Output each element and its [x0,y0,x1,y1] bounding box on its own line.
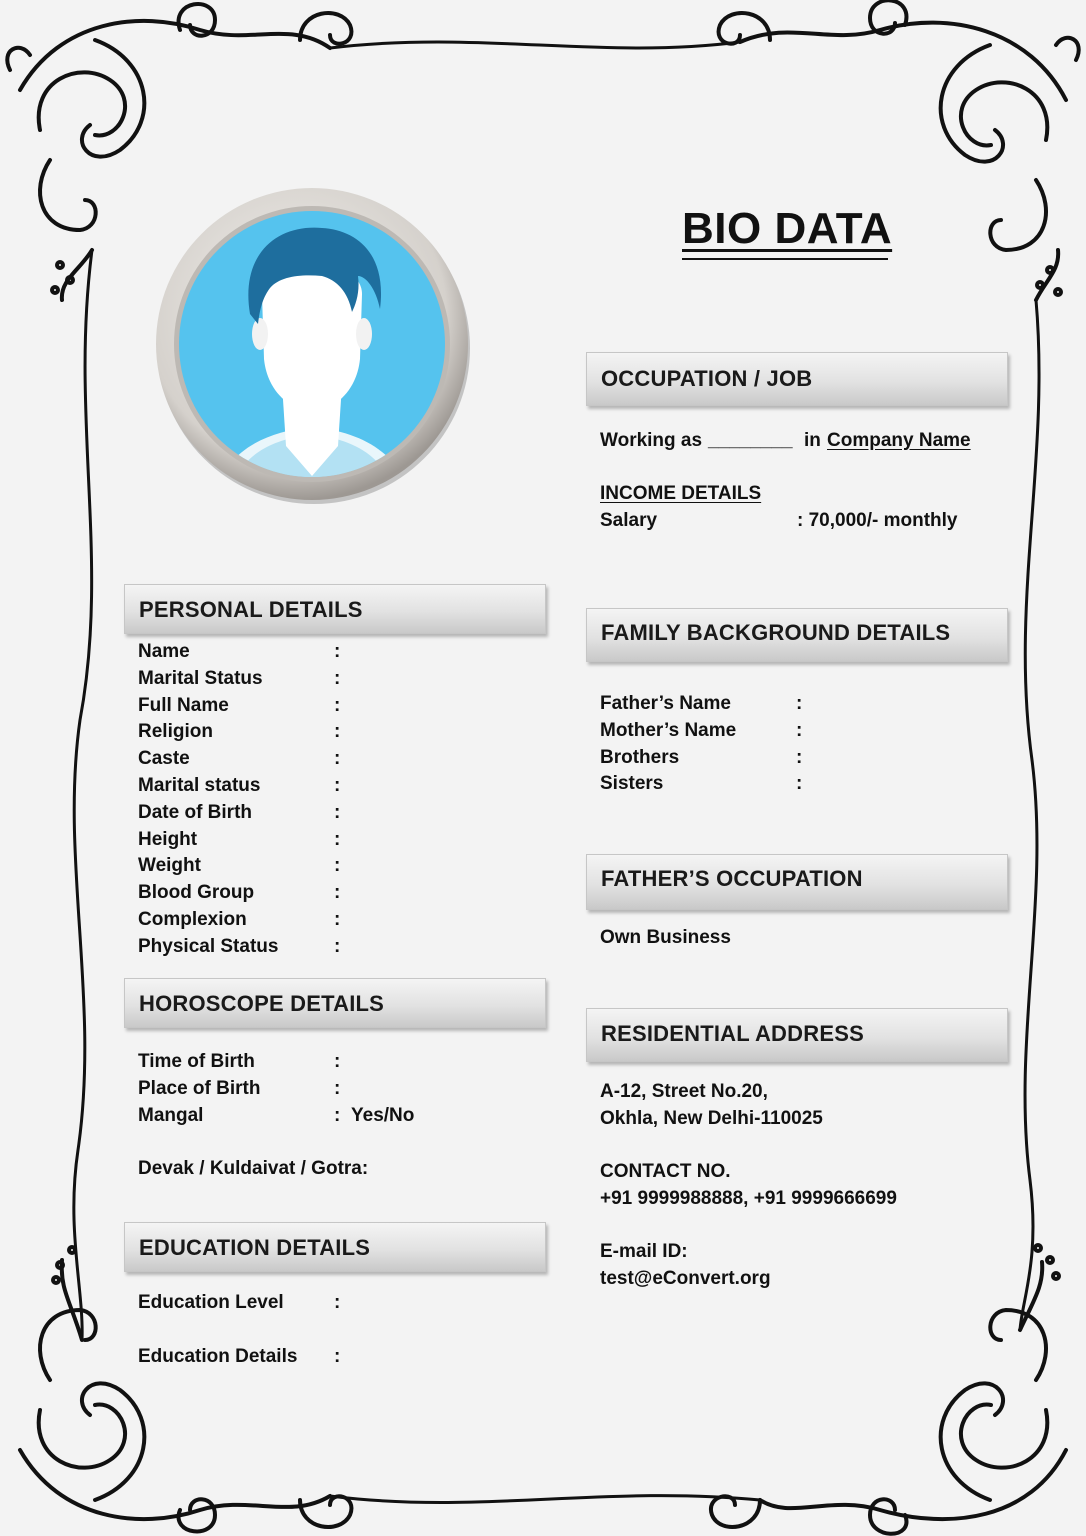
personal-row-colon: : [334,641,341,662]
family-background-heading: FAMILY BACKGROUND DETAILS [586,608,1008,662]
email-label: E-mail ID: [600,1241,688,1262]
working-as-label: Working as [600,430,703,451]
personal-row-label: Physical Status [138,935,279,957]
fathers-occupation-value: Own Business [600,927,731,948]
horoscope-row-colon: : [334,1077,341,1099]
education-details-heading: EDUCATION DETAILS [124,1222,546,1272]
page-title: BIO DATA [682,204,893,253]
horoscope-row-label: Mangal [138,1104,204,1126]
personal-row-label: Name [138,641,190,662]
in-label: in [804,430,821,451]
personal-row-label: Date of Birth [138,801,252,823]
residential-address-heading: RESIDENTIAL ADDRESS [586,1008,1008,1062]
personal-row-label: Marital Status [138,667,263,689]
education-row-colon: : [334,1346,341,1367]
gotra-label: Devak / Kuldaivat / Gotra: [138,1158,369,1179]
family-row-colon: : [796,719,803,741]
personal-row-colon: : [334,882,341,904]
occupation-heading: OCCUPATION / JOB [586,352,1008,406]
family-row-label: Father’s Name [600,693,731,714]
personal-row-label: Complexion [138,909,247,930]
family-row-label: Sisters [600,773,664,795]
personal-row-colon: : [334,721,341,743]
family-row-label: Mother’s Name [600,719,737,741]
family-row-colon: : [796,773,803,795]
company-name: Company Name [827,430,971,451]
working-as-blank[interactable]: ________ [708,430,793,451]
personal-row-colon: : [334,801,341,823]
horoscope-row-colon: : [334,1051,341,1072]
horoscope-details-heading: HOROSCOPE DETAILS [124,978,546,1028]
personal-row-label: Religion [138,721,213,743]
fathers-occupation-heading: FATHER’S OCCUPATION [586,854,1008,910]
address-line-1: A-12, Street No.20, [600,1081,768,1102]
personal-row-colon: : [334,935,341,957]
personal-row-colon: : [334,855,341,877]
address-line-2: Okhla, New Delhi-110025 [600,1108,823,1129]
horoscope-row-label: Time of Birth [138,1051,255,1072]
personal-row-label: Height [138,828,198,850]
education-row-label: Education Level [138,1292,284,1313]
personal-row-label: Full Name [138,694,229,716]
profile-photo[interactable] [152,184,472,504]
personal-row-colon: : [334,828,341,850]
email-value[interactable]: test@eConvert.org [600,1268,771,1289]
title-double-underline [682,258,888,260]
personal-row-colon: : [334,694,341,716]
horoscope-row-colon: : [334,1104,341,1126]
education-row-label: Education Details [138,1346,298,1367]
personal-row-colon: : [334,909,341,930]
income-details-heading: INCOME DETAILS [600,483,762,504]
personal-row-label: Weight [138,855,201,877]
horoscope-row-label: Place of Birth [138,1077,261,1099]
personal-row-label: Marital status [138,775,261,796]
personal-row-colon: : [334,667,341,689]
contact-label: CONTACT NO. [600,1161,731,1182]
personal-row-label: Blood Group [138,882,255,904]
personal-details-heading: PERSONAL DETAILS [124,584,546,634]
family-row-colon: : [796,746,803,768]
personal-row-colon: : [334,748,341,770]
personal-row-label: Caste [138,748,190,770]
contact-value: +91 9999988888, +91 9999666699 [600,1188,897,1209]
education-row-colon: : [334,1292,341,1313]
salary-value: : 70,000/- monthly [797,510,958,531]
family-row-label: Brothers [600,746,680,768]
horoscope-row-value[interactable]: Yes/No [351,1104,415,1126]
family-row-colon: : [796,693,803,714]
male-avatar-icon [152,184,472,504]
personal-row-colon: : [334,775,341,796]
salary-label: Salary [600,510,658,531]
